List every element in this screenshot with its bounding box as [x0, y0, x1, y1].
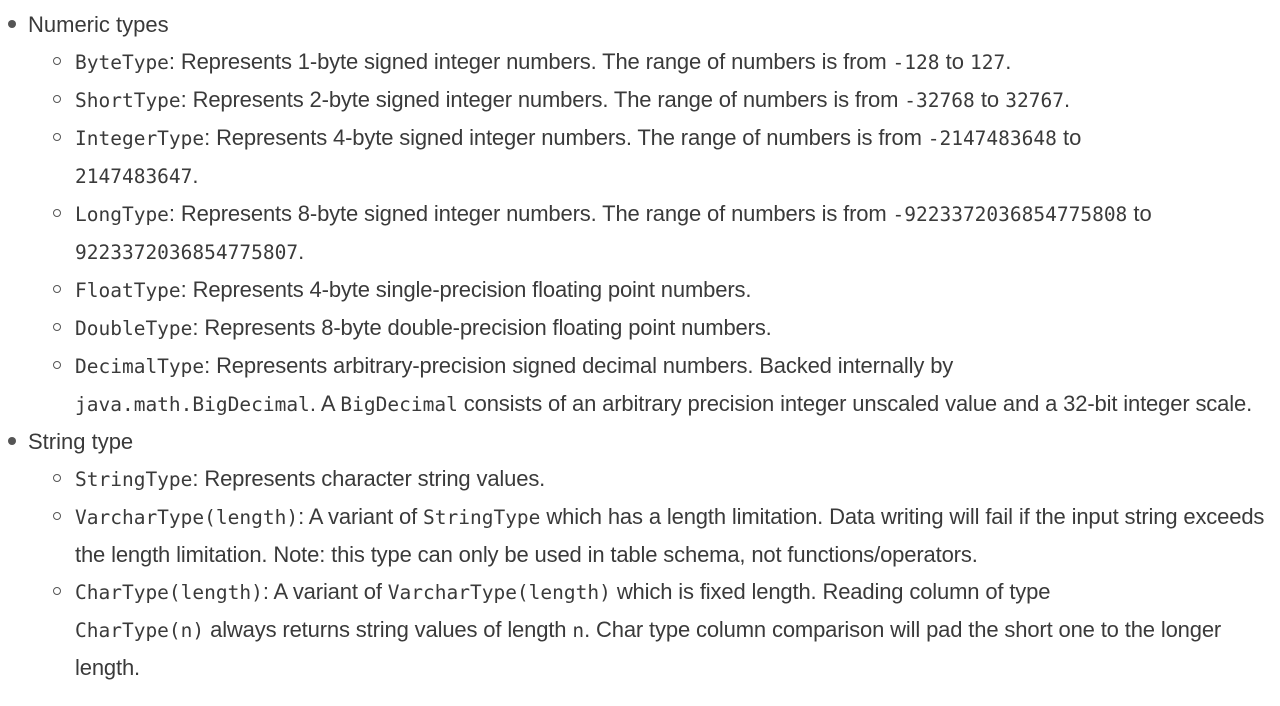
bullet-circle-icon — [53, 285, 61, 293]
range-max-code: 127 — [970, 51, 1006, 74]
bullet-circle-icon — [53, 323, 61, 331]
section-numeric-types — [0, 6, 1272, 423]
string-types-list — [0, 460, 1272, 686]
range-min-code: -9223372036854775808 — [892, 203, 1128, 226]
type-description: : Represents arbitrary-precision signed decimal numbers. Backed internally by — [204, 353, 954, 378]
numeric-types-list — [0, 43, 1272, 423]
description-middle: which is fixed length. Reading column of type — [610, 579, 1051, 604]
referenced-type-code: StringType — [423, 506, 541, 529]
section-string-type — [0, 423, 1272, 686]
description-middle: . A — [309, 391, 341, 416]
type-name-code: DoubleType — [75, 317, 193, 340]
sentence-end: . — [1005, 49, 1012, 74]
list-item-decimaltype — [0, 347, 1272, 423]
section-title: Numeric types — [28, 12, 169, 37]
chartype-n-code: CharType(n) — [75, 619, 205, 642]
bullet-circle-icon — [53, 587, 61, 595]
range-sep: to — [939, 49, 971, 74]
range-max-code: 9223372036854775807 — [75, 241, 299, 264]
type-name-code: FloatType — [75, 279, 181, 302]
data-types-list — [0, 6, 1272, 686]
sentence-end: . — [1063, 87, 1071, 112]
list-item-longtype — [0, 195, 1272, 271]
section-heading — [0, 6, 1272, 43]
description-end: . Char type column comparison will pad the short one to the longer length. — [75, 617, 1222, 680]
type-description: : Represents 4-byte single-precision floating point numbers. — [180, 277, 752, 302]
list-item-integertype — [0, 119, 1272, 195]
type-description: : Represents 2-byte signed integer numbers. The range of numbers is from — [180, 87, 905, 112]
description-end: consists of an arbitrary precision integer unscaled value and a 32-bit integer scale. — [457, 391, 1253, 416]
type-name-code: LongType — [75, 203, 169, 226]
referenced-type-code: VarcharType(length) — [387, 581, 611, 604]
type-description: : Represents 8-byte double-precision floating point numbers. — [192, 315, 772, 340]
range-min-code: -2147483648 — [927, 127, 1057, 150]
description-rest: which has a length limitation. Data writing will fail if the input string exceeds the length limitation. Note: this type can only be used in table schema, not functions/operators. — [75, 504, 1265, 567]
type-description: : Represents 4-byte signed integer numbers. The range of numbers is from — [204, 125, 928, 150]
bullet-circle-icon — [53, 133, 61, 141]
backing-class-code: java.math.BigDecimal — [75, 393, 310, 416]
range-min-code: -128 — [892, 51, 940, 74]
list-item-doubletype — [0, 309, 1272, 347]
bullet-circle-icon — [53, 361, 61, 369]
type-name-code: ByteType — [75, 51, 169, 74]
description-continued: always returns string values of length — [204, 617, 573, 642]
bullet-circle-icon — [53, 209, 61, 217]
type-description: : Represents 8-byte signed integer numbers. The range of numbers is from — [168, 201, 893, 226]
type-name-code: StringType — [75, 468, 193, 491]
document-body — [0, 6, 1272, 686]
bullet-disc-icon — [8, 20, 16, 28]
bullet-circle-icon — [53, 95, 61, 103]
bullet-circle-icon — [53, 474, 61, 482]
type-description: : A variant of — [298, 504, 424, 529]
bullet-circle-icon — [53, 57, 61, 65]
type-name-code: CharType(length) — [75, 581, 263, 604]
range-sep: to — [974, 87, 1006, 112]
section-title: String type — [28, 429, 134, 454]
range-max-code: 32767 — [1005, 89, 1064, 112]
type-name-code: DecimalType — [75, 355, 205, 378]
list-item-stringtype — [0, 460, 1272, 498]
list-item-shorttype — [0, 81, 1272, 119]
type-name-code: VarcharType(length) — [75, 506, 299, 529]
list-item-varchartype — [0, 498, 1272, 573]
range-min-code: -32768 — [904, 89, 975, 112]
bullet-circle-icon — [53, 512, 61, 520]
sentence-end: . — [298, 239, 305, 264]
bigdecimal-code: BigDecimal — [340, 393, 458, 416]
range-sep: to — [1056, 125, 1082, 150]
sentence-end: . — [192, 163, 199, 188]
type-name-code: ShortType — [75, 89, 181, 112]
range-sep: to — [1127, 201, 1152, 226]
range-max-code: 2147483647 — [75, 165, 193, 188]
list-item-bytetype — [0, 43, 1272, 81]
section-heading — [0, 423, 1272, 460]
type-description: : A variant of — [262, 579, 388, 604]
list-item-floattype — [0, 271, 1272, 309]
type-description: : Represents 1-byte signed integer numbers. The range of numbers is from — [168, 49, 893, 74]
list-item-chartype — [0, 573, 1272, 686]
type-description: : Represents character string values. — [192, 466, 546, 491]
length-n-code: n — [572, 619, 585, 642]
type-name-code: IntegerType — [75, 127, 205, 150]
bullet-disc-icon — [8, 437, 16, 445]
